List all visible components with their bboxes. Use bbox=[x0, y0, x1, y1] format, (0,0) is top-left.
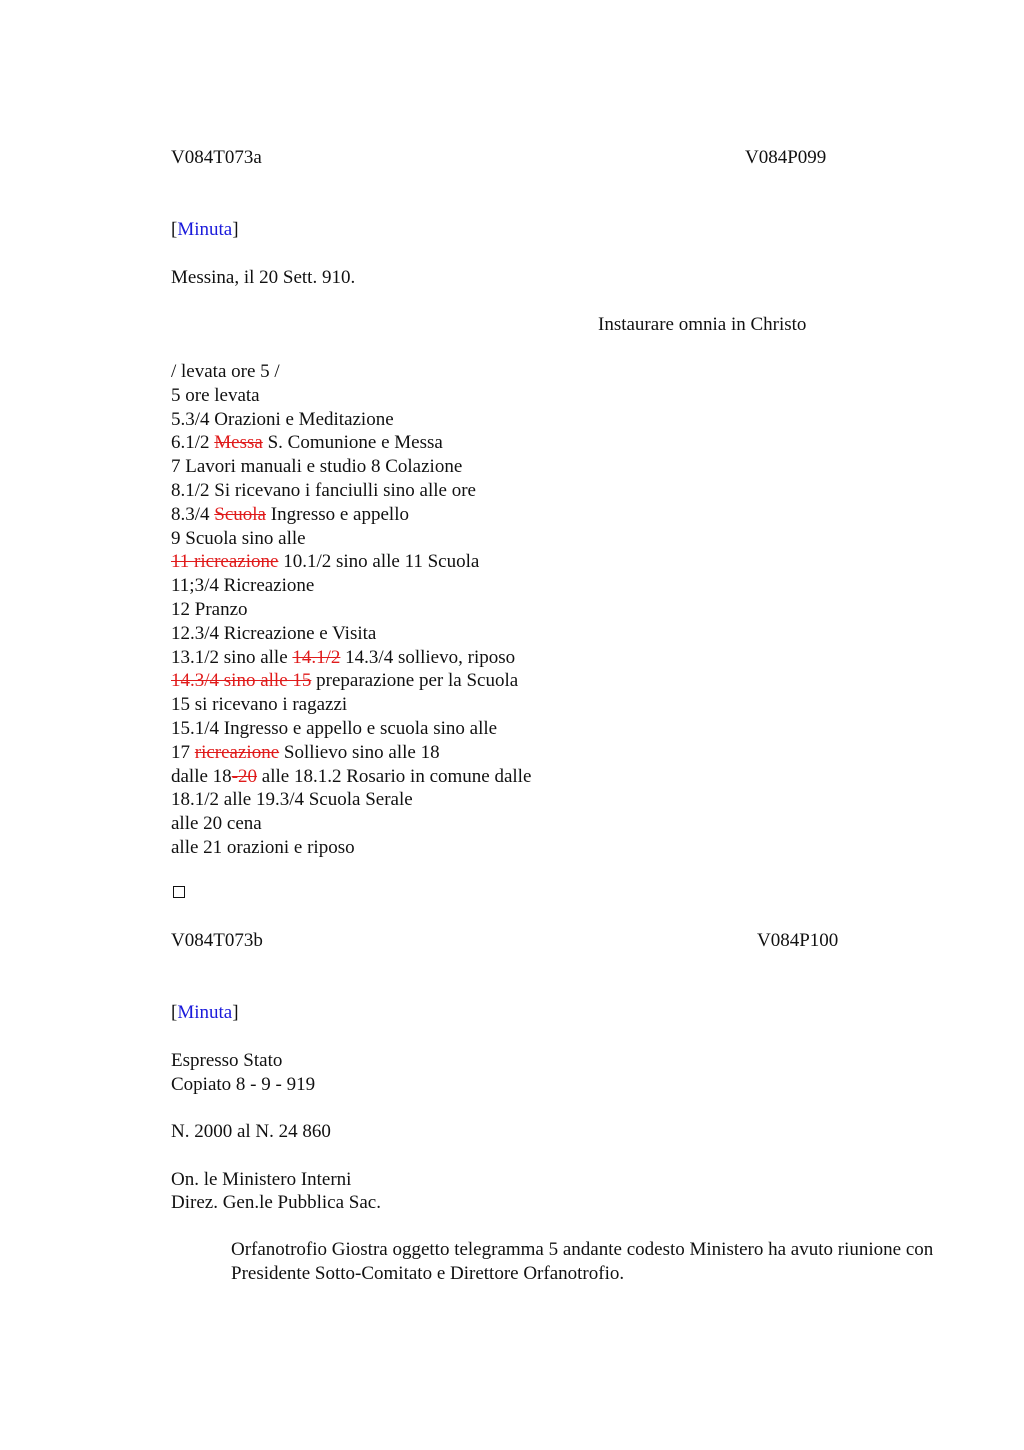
doc2-addr2: Direz. Gen.le Pubblica Sac. bbox=[171, 1192, 381, 1213]
bracket-open: [ bbox=[171, 1002, 178, 1023]
deleted-text: Scuola bbox=[214, 503, 266, 525]
schedule-line bbox=[171, 574, 531, 598]
schedule-text: 7 Lavori manuali e studio 8 Colazione bbox=[171, 456, 463, 478]
doc2-line1: Espresso Stato bbox=[171, 1050, 283, 1071]
schedule-line bbox=[171, 408, 531, 432]
doc1-code-left: V084T073a bbox=[171, 147, 262, 168]
schedule-text: 12 Pranzo bbox=[171, 598, 248, 620]
schedule-text: 5 ore levata bbox=[171, 384, 260, 406]
schedule-text: 5.3/4 Orazioni e Meditazione bbox=[171, 408, 394, 430]
schedule-text: 6.1/2 bbox=[171, 432, 215, 454]
schedule-text: 13.1/2 sino alle bbox=[171, 646, 293, 668]
schedule-line bbox=[171, 788, 531, 812]
doc2-code-left: V084T073b bbox=[171, 930, 263, 951]
schedule-text: dalle 18 bbox=[171, 765, 232, 787]
schedule-line bbox=[171, 550, 531, 574]
schedule-text: 8.3/4 bbox=[171, 503, 215, 525]
doc1-schedule bbox=[171, 360, 531, 860]
schedule-line bbox=[171, 765, 531, 789]
doc2-line2: Copiato 8 - 9 - 919 bbox=[171, 1074, 316, 1095]
deleted-text: -20 bbox=[231, 765, 258, 787]
schedule-text: 12.3/4 Ricreazione e Visita bbox=[171, 622, 377, 644]
doc1-code-right: V084P099 bbox=[745, 147, 827, 168]
schedule-text: 9 Scuola sino alle bbox=[171, 527, 306, 549]
doc1-place-date: Messina, il 20 Sett. 910. bbox=[171, 267, 356, 288]
schedule-text: 17 bbox=[171, 741, 195, 763]
schedule-line bbox=[171, 812, 531, 836]
schedule-text: 11;3/4 Ricreazione bbox=[171, 575, 315, 597]
schedule-line bbox=[171, 431, 531, 455]
schedule-line bbox=[171, 669, 531, 693]
schedule-text: preparazione per la Scuola bbox=[311, 670, 519, 692]
doc2-paragraph: Orfanotrofio Giostra oggetto telegramma 5 andante codesto Ministero ha avuto riunione con Presidente Sotto-Comitato e Direttore Orfanotrofio. bbox=[231, 1239, 934, 1284]
minuta-link[interactable]: Minuta bbox=[177, 1002, 233, 1023]
schedule-text: alle 18.1.2 Rosario in comune dalle bbox=[257, 765, 532, 787]
deleted-text: 11 ricreazione bbox=[171, 551, 279, 573]
deleted-text: Messa bbox=[214, 432, 263, 454]
doc2-code-right: V084P100 bbox=[757, 930, 839, 951]
schedule-line bbox=[171, 598, 531, 622]
doc1-header bbox=[171, 146, 891, 170]
schedule-text: / levata ore 5 / bbox=[171, 361, 280, 382]
bracket-close: ] bbox=[232, 219, 239, 240]
doc1-motto: Instaurare omnia in Christo bbox=[598, 314, 807, 335]
schedule-text: alle 20 cena bbox=[171, 813, 262, 835]
schedule-line bbox=[171, 455, 531, 479]
schedule-line bbox=[171, 836, 531, 860]
schedule-text: 18.1/2 alle 19.3/4 Scuola Serale bbox=[171, 789, 413, 811]
schedule-text: 14.3/4 sollievo, riposo bbox=[340, 646, 516, 668]
schedule-line bbox=[171, 479, 531, 503]
schedule-line bbox=[171, 503, 531, 527]
schedule-text: Sollievo sino alle 18 bbox=[279, 741, 440, 763]
schedule-line bbox=[171, 717, 531, 741]
schedule-line bbox=[171, 527, 531, 551]
schedule-line bbox=[171, 622, 531, 646]
doc2-header bbox=[171, 929, 891, 953]
deleted-text: ricreazione bbox=[194, 741, 280, 763]
schedule-text: 10.1/2 sino alle 11 Scuola bbox=[278, 551, 480, 573]
bracket-close: ] bbox=[232, 1002, 239, 1023]
deleted-text: 14.3/4 sino alle 15 bbox=[171, 670, 312, 692]
schedule-text: 15.1/4 Ingresso e appello e scuola sino alle bbox=[171, 717, 498, 739]
doc2-minuta-label bbox=[171, 1001, 891, 1025]
bracket-open: [ bbox=[171, 219, 178, 240]
square-bullet-icon bbox=[173, 886, 185, 898]
minuta-link[interactable]: Minuta bbox=[177, 219, 233, 240]
schedule-text: alle 21 orazioni e riposo bbox=[171, 836, 355, 858]
schedule-line bbox=[171, 741, 531, 765]
schedule-text: S. Comunione e Messa bbox=[262, 432, 443, 454]
doc2-number: N. 2000 al N. 24 860 bbox=[171, 1121, 331, 1142]
schedule-text: 8.1/2 Si ricevano i fanciulli sino alle ore bbox=[171, 479, 476, 501]
deleted-text: 14.1/2 bbox=[292, 646, 341, 668]
schedule-line bbox=[171, 360, 531, 384]
schedule-text: 15 si ricevano i ragazzi bbox=[171, 694, 348, 716]
schedule-line bbox=[171, 646, 531, 670]
schedule-line bbox=[171, 693, 531, 717]
schedule-text: Ingresso e appello bbox=[266, 503, 409, 525]
doc2-addr1: On. le Ministero Interni bbox=[171, 1169, 352, 1190]
doc1-minuta-label bbox=[171, 218, 891, 242]
schedule-line bbox=[171, 384, 531, 408]
